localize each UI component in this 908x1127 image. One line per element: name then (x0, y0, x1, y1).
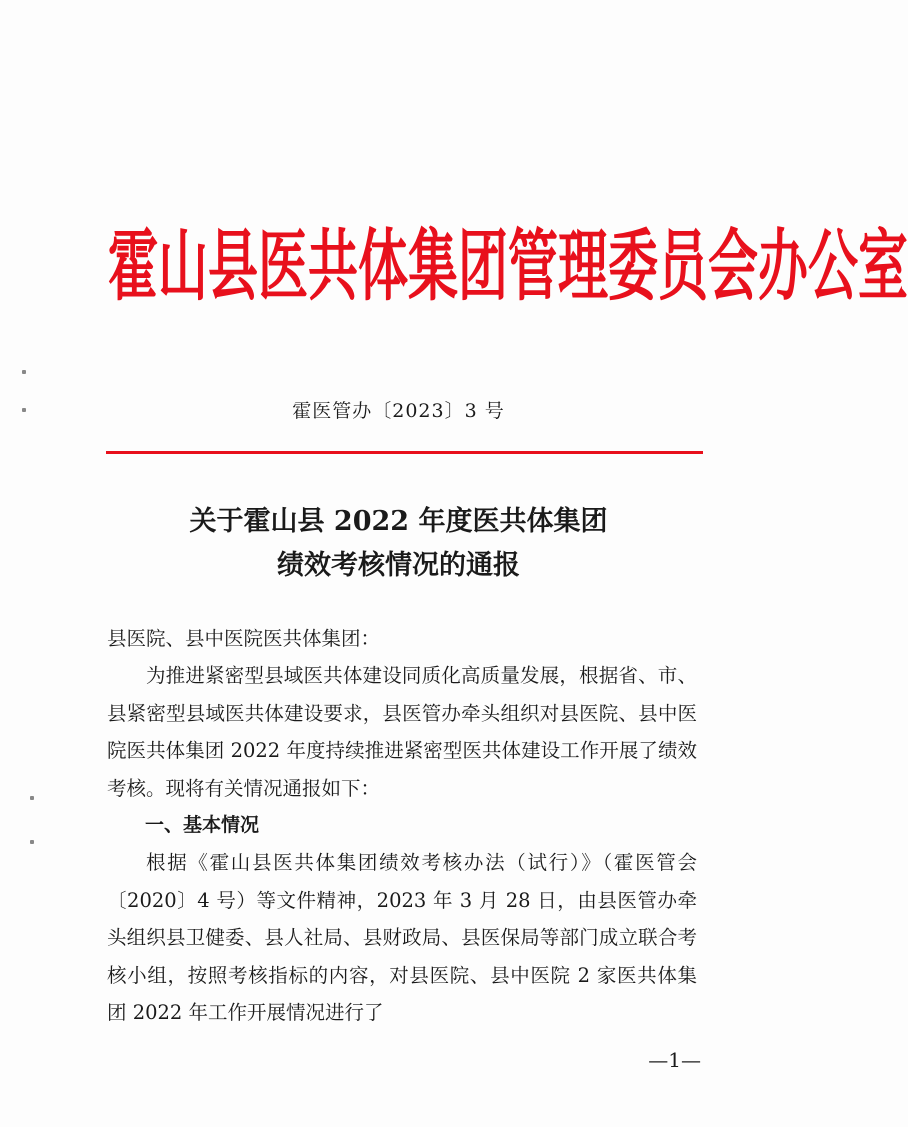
paragraph-basis: 根据《霍山县医共体集团绩效考核办法（试行）》（霍医管会〔2020〕4 号）等文件精神，2023 年 3 月 28 日，由县医管办牵头组织县卫健委、县人社局、县财政局、县医保局等部门成立联合考核小组，按照考核指标的内容，对县医院、县中医院 2 家医共体集团 2022 年工作开展情况进行了 (107, 851, 697, 1025)
binding-mark (30, 796, 34, 800)
red-separator-line (106, 451, 703, 454)
org-header-title: 霍山县医共体集团管理委员会办公室 (108, 221, 908, 311)
document-number: 霍医管办〔2023〕3 号 (292, 400, 505, 422)
title-line-2: 绩效考核情况的通报 (277, 550, 520, 581)
salutation: 县医院、县中医院医共体集团： (107, 627, 381, 650)
binding-mark (22, 370, 26, 374)
page-number: —1— (648, 1048, 701, 1072)
title-line-1: 关于霍山县 2022 年度医共体集团 (189, 506, 608, 537)
section-heading-basic-situation: 一、基本情况 (145, 814, 260, 837)
paragraph-intro: 为推进紧密型县域医共体建设同质化高质量发展，根据省、市、县紧密型县域医共体建设要求，县医管办牵头组织对县医院、县中医院医共体集团 2022 年度持续推进紧密型医共体建设工作开展了绩效考核。现将有关情况通报如下： (107, 664, 697, 800)
document-title (0, 500, 797, 588)
binding-mark (30, 840, 34, 844)
document-body (107, 620, 697, 1031)
